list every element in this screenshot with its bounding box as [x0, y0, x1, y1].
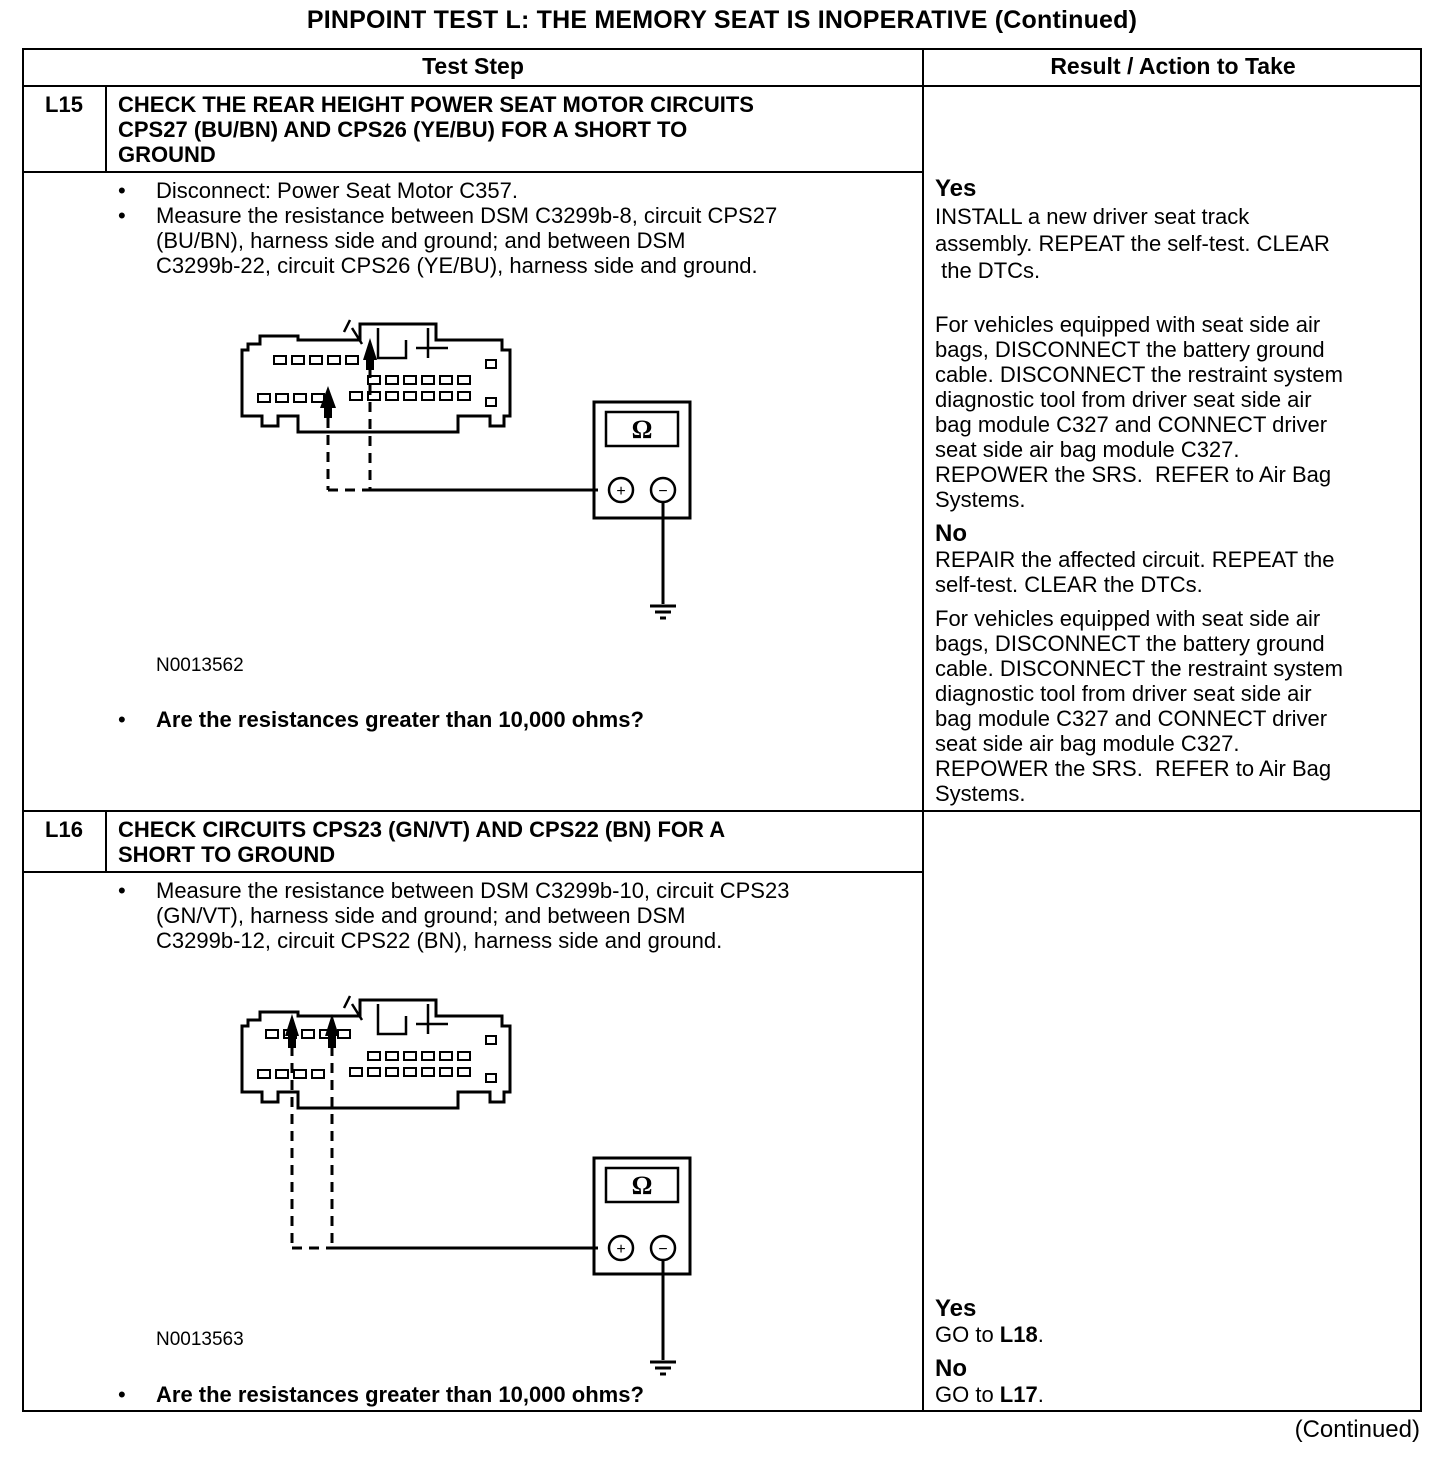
header-divider	[24, 85, 1422, 87]
result-yes-action: GO to L18.	[935, 1322, 1044, 1347]
continued-note: (Continued)	[1294, 1416, 1420, 1443]
step-id-divider	[105, 812, 107, 873]
ohmmeter-connector-diagram-icon	[240, 994, 670, 1329]
minus-terminal-label: −	[658, 1241, 668, 1258]
goto-step-link[interactable]: L17	[999, 1382, 1038, 1407]
step-title: CHECK CIRCUITS CPS23 (GN/VT) AND CPS22 (BN) FOR A SHORT TO GROUND	[118, 817, 726, 867]
ohm-symbol: Ω	[631, 1171, 653, 1200]
plus-terminal-label: +	[616, 483, 626, 500]
row-divider	[24, 810, 1422, 812]
result-no-label: No	[935, 1355, 967, 1382]
column-header-result: Result / Action to Take	[1050, 53, 1296, 79]
step-title-divider	[24, 171, 922, 173]
result-yes-note: For vehicles equipped with seat side air bags, DISCONNECT the battery ground cable. DISCONNECT the restraint system diagnostic tool from driver seat side air bag module C327 and CONNECT driver seat side air bag module C327. REPOWER the SRS. REFER to Air Bag Systems.	[935, 312, 1343, 512]
step-title: CHECK THE REAR HEIGHT POWER SEAT MOTOR CIRCUITS CPS27 (BU/BN) AND CPS26 (YE/BU) FOR A SHORT TO GROUND	[118, 92, 754, 167]
result-no-note: For vehicles equipped with seat side air bags, DISCONNECT the battery ground cable. DISCONNECT the restraint system diagnostic tool from driver seat side air bag module C327 and CONNECT driver seat side air bag module C327. REPOWER the SRS. REFER to Air Bag Systems.	[935, 606, 1343, 806]
ohmmeter-connector-diagram-icon	[240, 318, 670, 653]
figure-id: N0013562	[156, 655, 244, 676]
result-yes-action: INSTALL a new driver seat track assembly. REPEAT the self-test. CLEAR the DTCs.	[935, 204, 1330, 283]
plus-terminal-label: +	[616, 1241, 626, 1258]
figure-id: N0013563	[156, 1329, 244, 1350]
page-title: PINPOINT TEST L: THE MEMORY SEAT IS INOPERATIVE (Continued)	[306, 6, 1138, 34]
result-no-label: No	[935, 520, 967, 547]
step-title-divider	[24, 871, 922, 873]
result-yes-label: Yes	[935, 175, 977, 202]
column-divider	[922, 50, 924, 1412]
column-header-test-step: Test Step	[422, 53, 524, 79]
result-no-action: REPAIR the affected circuit. REPEAT the self-test. CLEAR the DTCs.	[935, 547, 1335, 597]
step-id: L15	[45, 92, 83, 117]
step-id: L16	[45, 817, 83, 842]
ohm-symbol: Ω	[631, 415, 653, 444]
result-no-action: GO to L17.	[935, 1382, 1044, 1407]
step-id-divider	[105, 87, 107, 173]
goto-step-link[interactable]: L18	[999, 1322, 1038, 1347]
minus-terminal-label: −	[658, 483, 668, 500]
result-yes-label: Yes	[935, 1295, 977, 1322]
pinpoint-test-table: Test Step Result / Action to Take L15 CHECK THE REAR HEIGHT POWER SEAT MOTOR CIRCUITS CPS27 (BU/BN) AND CPS26 (YE/BU) FOR A SHORT TO GROUND • Disconnect: Power Seat Motor C357. • Measure the resistance between DSM C3299b-8, circuit CPS27 (BU/BN), harness side and ground; and between DSM C3299b-22, circuit CPS26 (YE/BU), harness side and ground. Ω + − N0013562 • Are the resistances greater than 10,000 ohms? Yes INSTALL a new driver seat track assembly. REPEAT the self-test. CLEAR the DTCs. For vehicles equipped with seat side air bags, DISCONNECT the battery ground cable. DISCONNECT the restraint system diagnostic tool from driver seat side air bag module C327 and CONNECT driver seat side air bag module C327. REPOWER the SRS. REFER to Air Bag Systems. No REPAIR the affected circuit. REPEAT the self-test. CLEAR the DTCs. For vehicles equipped with seat side air bags, DISCONNECT the battery ground cable. DISCONNECT the restraint system diagnostic tool from driver seat side air bag module C327 and CONNECT driver seat side air bag module C327. REPOWER the SRS. REFER to Air Bag Systems. L16 CHECK CIRCUITS CPS23 (GN/VT) AND CPS22 (BN) FOR A SHORT TO GROUND • Measure the resistance between DSM C3299b-10, circuit CPS23 (GN/VT), harness side and ground; and between DSM C3299b-12, circuit CPS22 (BN), harness side and ground. Ω + − N0013563 • Are the resistances greater than 10,000 ohms? Yes GO to L18. No GO to L17.	[22, 48, 1422, 1412]
